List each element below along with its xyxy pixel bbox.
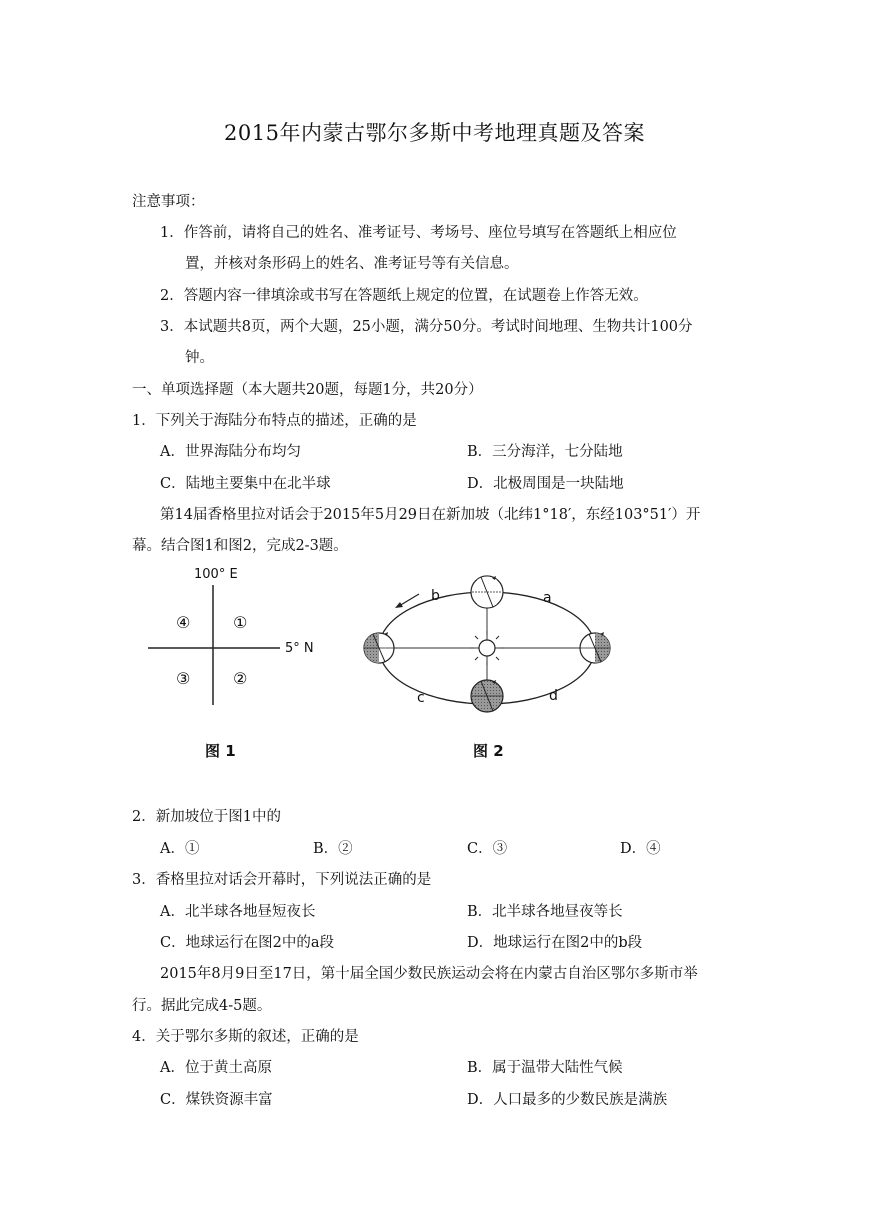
earth-left-icon xyxy=(364,632,394,663)
segment-label-b: b xyxy=(431,588,440,604)
q4-stem: 4．关于鄂尔多斯的叙述，正确的是 xyxy=(132,1029,359,1045)
quadrant-4: ④ xyxy=(176,613,191,632)
segment-label-c: c xyxy=(417,690,425,706)
passage1-line2: 幕。结合图1和图2，完成2-3题。 xyxy=(132,538,348,554)
q2-option-c: C．③ xyxy=(467,841,508,857)
passage1-line1: 第14届香格里拉对话会于2015年5月29日在新加坡（北纬1°18′，东经103°51′）开 xyxy=(160,507,701,523)
q2-option-d: D．④ xyxy=(620,841,661,857)
q4-option-c: C．煤铁资源丰富 xyxy=(160,1092,273,1108)
latitude-label: 5° N xyxy=(285,641,314,656)
q3-option-c: C．地球运行在图2中的a段 xyxy=(160,935,334,951)
notice-item-1-line1: 1．作答前，请将自己的姓名、准考证号、考场号、座位号填写在答题纸上相应位 xyxy=(160,225,677,241)
q2-option-b: B．② xyxy=(313,841,353,857)
notice-item-2: 2．答题内容一律填涂或书写在答题纸上规定的位置，在试题卷上作答无效。 xyxy=(160,288,648,304)
q3-option-d: D．地球运行在图2中的b段 xyxy=(467,935,643,951)
figure-1-diagram xyxy=(140,560,350,720)
q3-stem: 3．香格里拉对话会开幕时，下列说法正确的是 xyxy=(132,872,432,888)
q1-option-c: C．陆地主要集中在北半球 xyxy=(160,476,331,492)
notice-item-3-line2: 钟。 xyxy=(185,350,214,366)
passage2-line1: 2015年8月9日至17日，第十届全国少数民族运动会将在内蒙古自治区鄂尔多斯市举 xyxy=(160,966,698,982)
q1-option-d: D．北极周围是一块陆地 xyxy=(467,476,624,492)
earth-bottom-icon xyxy=(471,680,503,712)
q1-option-a: A．世界海陆分布均匀 xyxy=(160,444,301,460)
segment-label-d: d xyxy=(549,688,558,704)
q4-option-d: D．人口最多的少数民族是满族 xyxy=(467,1092,668,1108)
section-heading: 一、单项选择题（本大题共20题，每题1分，共20分） xyxy=(132,382,483,398)
notice-item-1-line2: 置，并核对条形码上的姓名、准考证号等有关信息。 xyxy=(185,256,519,272)
quadrant-2: ② xyxy=(233,669,248,688)
q4-option-b: B．属于温带大陆性气候 xyxy=(467,1060,623,1076)
quadrant-1: ① xyxy=(233,613,248,632)
document-title: 2015年内蒙古鄂尔多斯中考地理真题及答案 xyxy=(224,121,645,145)
q3-option-a: A．北半球各地昼短夜长 xyxy=(160,904,316,920)
notice-heading: 注意事项： xyxy=(132,194,205,210)
figure-1-caption: 图 1 xyxy=(205,742,236,760)
earth-right-icon xyxy=(580,632,610,663)
earth-top-icon xyxy=(471,576,503,608)
longitude-label: 100° E xyxy=(194,567,238,582)
q1-stem: 1．下列关于海陆分布特点的描述，正确的是 xyxy=(132,413,417,429)
segment-label-a: a xyxy=(543,590,552,606)
q1-option-b: B．三分海洋，七分陆地 xyxy=(467,444,623,460)
q2-stem: 2．新加坡位于图1中的 xyxy=(132,809,281,825)
figure-2-orbit-diagram xyxy=(355,570,625,720)
notice-item-3-line1: 3．本试题共8页，两个大题，25小题，满分50分。考试时间地理、生物共计100分 xyxy=(160,319,693,335)
passage2-line2: 行。据此完成4-5题。 xyxy=(132,998,272,1014)
q3-option-b: B．北半球各地昼夜等长 xyxy=(467,904,623,920)
q2-option-a: A．① xyxy=(160,841,200,857)
quadrant-3: ③ xyxy=(176,669,191,688)
q4-option-a: A．位于黄土高原 xyxy=(160,1060,272,1076)
figure-2-caption: 图 2 xyxy=(473,742,504,760)
